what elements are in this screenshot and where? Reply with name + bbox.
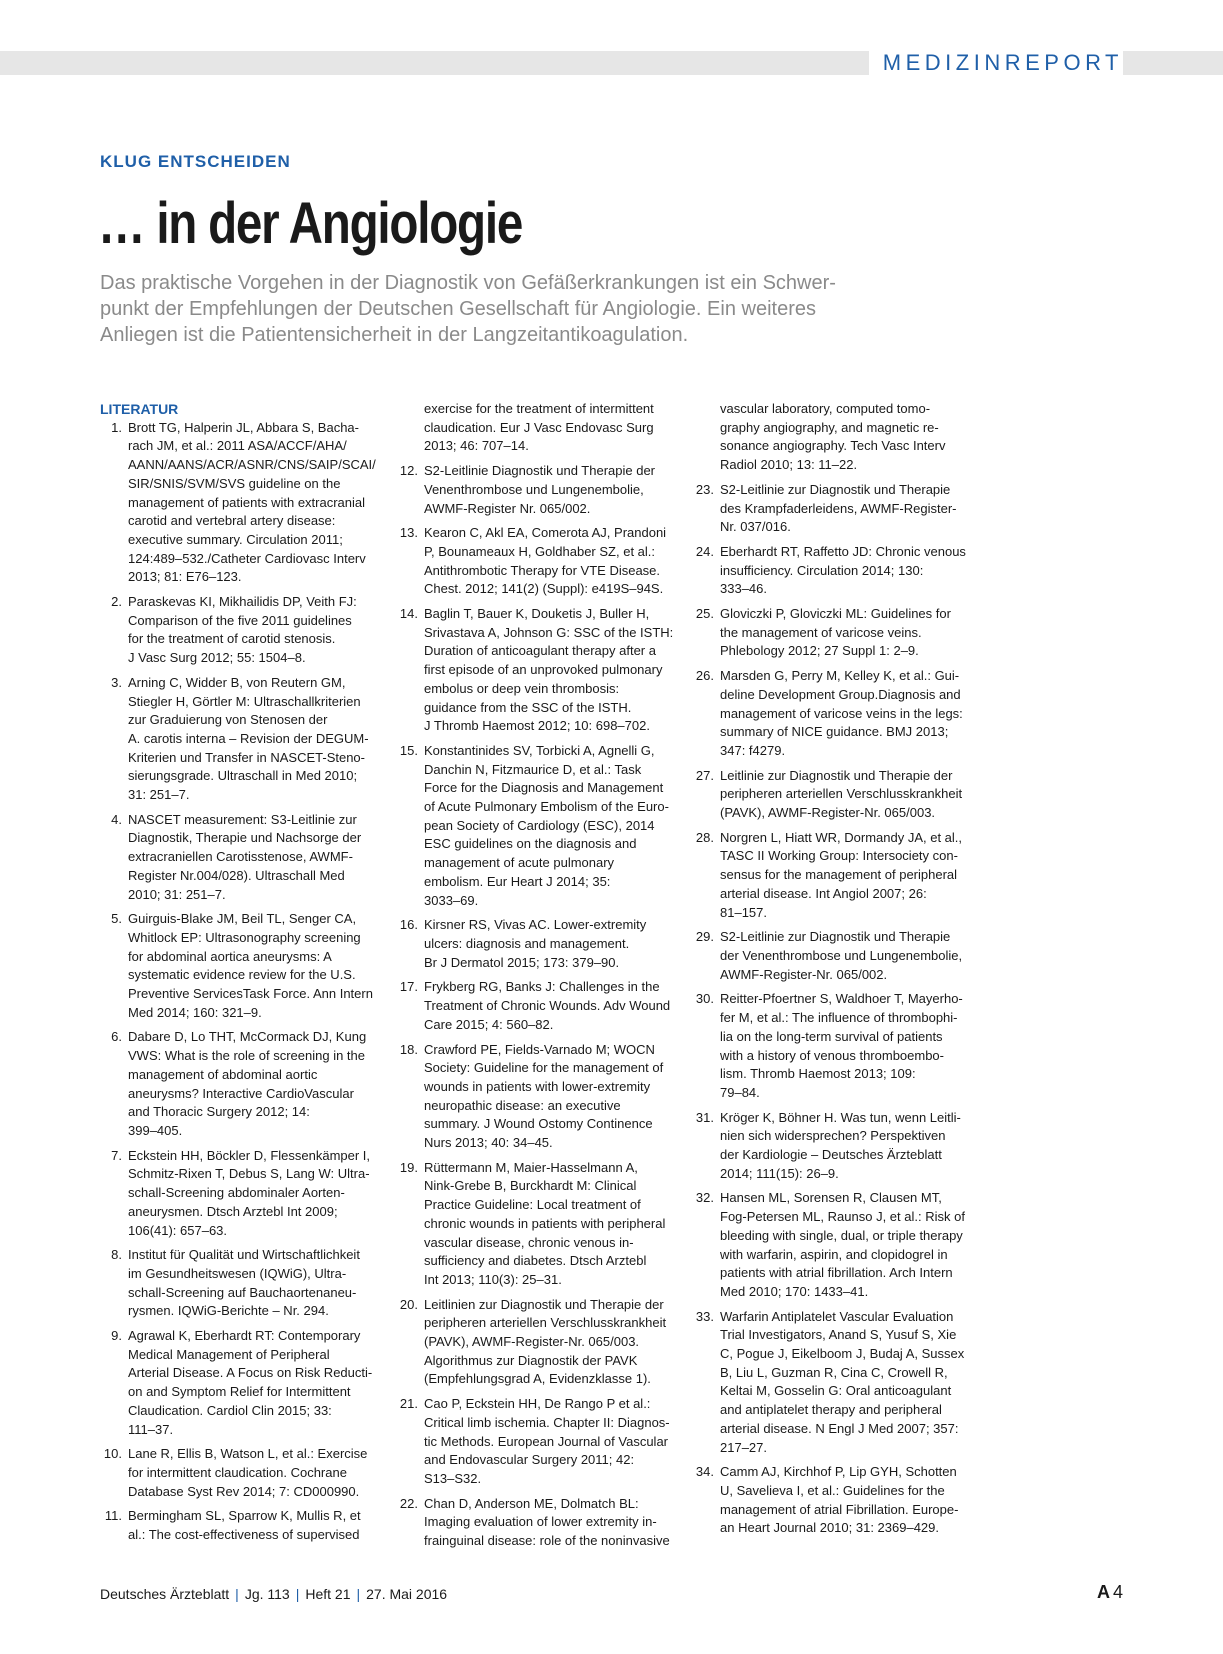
reference-text-line: Br J Dermatol 2015; 173: 379–90.	[424, 954, 620, 970]
reference-text-line: tic Methods. European Journal of Vascular	[424, 1433, 669, 1449]
reference-text-line: sierungsgrade. Ultraschall in Med 2010;	[128, 768, 358, 784]
reference-text-line: lia on the long-term survival of patients	[720, 1028, 943, 1044]
reference-text-line: management of varicose veins in the legs:	[720, 705, 963, 721]
reference-text-line: Care 2015; 4: 560–82.	[424, 1016, 554, 1032]
reference-text-line: pean Society of Cardiology (ESC), 2014	[424, 817, 655, 833]
reference-text-line: Leitlinien zur Diagnostik und Therapie der	[424, 1296, 664, 1312]
reference-text-line: Kearon C, Akl EA, Comerota AJ, Prandoni	[424, 525, 667, 541]
reference-item	[100, 910, 390, 1022]
reference-text-line: executive summary. Circulation 2011;	[128, 531, 343, 547]
reference-text-line: Comparison of the five 2011 guidelines	[128, 612, 352, 628]
reference-text-line: (Empfehlungsgrad A, Evidenzklasse 1).	[424, 1371, 651, 1387]
reference-text-line: Guirguis-Blake JM, Beil TL, Senger CA,	[128, 911, 357, 927]
reference-text-line: 2010; 31: 251–7.	[128, 886, 226, 902]
reference-text-line: Trial Investigators, Anand S, Yusuf S, Xie	[720, 1327, 957, 1343]
reference-text-line: and Endovascular Surgery 2011; 42:	[424, 1452, 635, 1468]
reference-text-line: Preventive ServicesTask Force. Ann Intern	[128, 986, 373, 1002]
reference-text-line: Bermingham SL, Sparrow K, Mullis R, et	[128, 1508, 361, 1524]
reference-text-line: ulcers: diagnosis and management.	[424, 935, 630, 951]
reference-text-line: arterial disease. N Engl J Med 2007; 357:	[720, 1420, 959, 1436]
reference-item	[396, 916, 686, 972]
reference-text-line: rysmen. IQWiG-Berichte – Nr. 294.	[128, 1303, 329, 1319]
reference-text-line: schall-Screening auf Bauchaortenaneu-	[128, 1284, 357, 1300]
reference-text-line: 31: 251–7.	[128, 787, 190, 803]
reference-number: 34.	[695, 1464, 714, 1480]
reference-text-line: Treatment of Chronic Wounds. Adv Wound	[424, 998, 671, 1014]
reference-text-line: Baglin T, Bauer K, Douketis J, Buller H,	[424, 606, 650, 622]
reference-number: 9.	[111, 1328, 122, 1344]
reference-number: 17.	[399, 979, 418, 995]
reference-text-line: vascular laboratory, computed tomo-	[720, 401, 931, 416]
reference-text-line: Brott TG, Halperin JL, Abbara S, Bacha-	[128, 419, 359, 435]
reference-text-line: bleeding with single, dual, or triple therapy	[720, 1227, 963, 1243]
reference-text-line: with warfarin, aspirin, and clopidogrel in	[720, 1246, 948, 1262]
reference-text-line: Norgren L, Hiatt WR, Dormandy JA, et al.,	[720, 829, 963, 845]
reference-text-line: Srivastava A, Johnson G: SSC of the ISTH:	[424, 624, 674, 640]
reference-number: 10.	[103, 1446, 122, 1462]
reference-item	[692, 481, 982, 537]
reference-text-line: SIR/SNIS/SVM/SVS guideline on the	[128, 475, 341, 491]
reference-number: 31.	[695, 1109, 714, 1125]
reference-item	[396, 605, 686, 736]
reference-number: 13.	[399, 525, 418, 541]
reference-text-line: the management of varicose veins.	[720, 624, 922, 640]
reference-text-line: 79–84.	[720, 1084, 760, 1100]
reference-item	[396, 524, 686, 599]
footer-separator: |	[235, 1586, 239, 1602]
footer-separator: |	[295, 1586, 300, 1602]
reference-number: 29.	[695, 929, 714, 945]
reference-text-line: AANN/AANS/ACR/ASNR/CNS/SAIP/SCAI/	[128, 457, 376, 473]
reference-number: 27.	[695, 767, 714, 783]
reference-text-line: Arning C, Widder B, von Reutern GM,	[128, 674, 346, 690]
page-number	[1097, 1582, 1123, 1603]
reference-item	[692, 1463, 982, 1538]
reference-text-line: rach JM, et al.: 2011 ASA/ACCF/AHA/	[128, 438, 347, 454]
reference-number: 3.	[111, 674, 122, 690]
reference-text-line: Marsden G, Perry M, Kelley K, et al.: Gui-	[720, 668, 960, 684]
reference-item	[396, 462, 686, 518]
reference-text-line: Nink-Grebe B, Burckhardt M: Clinical	[424, 1178, 637, 1194]
reference-text-line: Frykberg RG, Banks J: Challenges in the	[424, 979, 660, 995]
reference-text-line: aneurysmen. Dtsch Arztebl Int 2009;	[128, 1203, 338, 1219]
reference-text-line: aneurysms? Interactive CardioVascular	[128, 1085, 354, 1101]
reference-text-line: U, Savelieva I, et al.: Guidelines for the	[720, 1482, 945, 1498]
reference-item	[692, 1109, 982, 1184]
reference-text-line: management of abdominal aortic	[128, 1066, 318, 1082]
page-number-value: 4	[1112, 1582, 1123, 1602]
reference-item	[100, 1246, 390, 1321]
lead-line: punkt der Empfehlungen der Deutschen Gesellschaft für Angiologie. Ein weiteres	[100, 298, 816, 320]
reference-item	[692, 543, 982, 599]
reference-text-line: S2-Leitlinie zur Diagnostik und Therapie	[720, 929, 951, 945]
reference-text-line: schall-Screening abdominaler Aorten-	[128, 1185, 345, 1201]
reference-text-line: Danchin N, Fitzmaurice D, et al.: Task	[424, 761, 642, 777]
reference-item	[100, 419, 390, 587]
reference-text-line: Claudication. Cardiol Clin 2015; 33:	[128, 1402, 332, 1418]
reference-text-line: Kirsner RS, Vivas AC. Lower-extremity	[424, 917, 647, 933]
reference-item	[100, 1507, 390, 1544]
reference-text-line: embolus or deep vein thrombosis:	[424, 680, 620, 696]
reference-item	[396, 1159, 686, 1290]
reference-text-line: Chan D, Anderson ME, Dolmatch BL:	[424, 1495, 639, 1511]
reference-text-line: on and Symptom Relief for Intermittent	[128, 1384, 351, 1400]
reference-item	[100, 1028, 390, 1140]
reference-number: 21.	[399, 1396, 418, 1412]
reference-text-line: Antithrombotic Therapy for VTE Disease.	[424, 562, 661, 578]
reference-text-line: Eckstein HH, Böckler D, Flessenkämper I,	[128, 1147, 371, 1163]
reference-text-line: J Vasc Surg 2012; 55: 1504–8.	[128, 650, 306, 666]
reference-number: 6.	[111, 1029, 122, 1045]
reference-number: 4.	[111, 811, 122, 827]
reference-text-line: management of patients with extracranial	[128, 494, 366, 510]
reference-text-line: with a history of venous thromboembo-	[720, 1047, 944, 1063]
reference-item	[692, 605, 982, 661]
reference-text-line: Int 2013; 110(3): 25–31.	[424, 1271, 562, 1287]
reference-text-line: claudication. Eur J Vasc Endovasc Surg	[424, 419, 654, 435]
footer-volume: Jg. 113	[244, 1586, 290, 1602]
reference-text-line: S2-Leitlinie Diagnostik und Therapie der	[424, 463, 656, 479]
reference-text-line: Lane R, Ellis B, Watson L, et al.: Exercise	[128, 1446, 368, 1462]
reference-text-line: chronic wounds in patients with peripheral	[424, 1215, 666, 1231]
reference-text-line: management of acute pulmonary	[424, 855, 615, 871]
reference-text-line: 2014; 111(15): 26–9.	[720, 1165, 839, 1181]
reference-text-line: Algorithmus zur Diagnostik der PAVK	[424, 1352, 638, 1368]
reference-text-line: sensus for the management of peripheral	[720, 867, 958, 883]
reference-text-line: B, Liu L, Guzman R, Cina C, Crowell R,	[720, 1364, 948, 1380]
reference-number: 23.	[695, 481, 714, 497]
reference-text-line: P, Bounameaux H, Goldhaber SZ, et al.:	[424, 543, 656, 559]
reference-text-line: Phlebology 2012; 27 Suppl 1: 2–9.	[720, 643, 919, 659]
reference-text-line: neuropathic disease: an executive	[424, 1097, 621, 1113]
reference-item	[692, 1189, 982, 1301]
reference-item	[396, 1296, 686, 1390]
reference-text-line: Institut für Qualität und Wirtschaftlichkeit	[128, 1247, 360, 1263]
lead-line: Das praktische Vorgehen in der Diagnostik von Gefäßerkrankungen ist ein Schwer-	[100, 272, 836, 294]
reference-text-line: embolism. Eur Heart J 2014; 35:	[424, 873, 611, 889]
reference-item	[396, 1395, 686, 1489]
reference-text-line: Nurs 2013; 40: 34–45.	[424, 1135, 553, 1151]
reference-text-line: Force for the Diagnosis and Management	[424, 780, 664, 796]
reference-text-line: for abdominal aortica aneurysms: A	[128, 948, 332, 964]
reference-text-line: Crawford PE, Fields-Varnado M; WOCN	[424, 1041, 655, 1057]
reference-text-line: (PAVK), AWMF-Register-Nr. 065/003.	[720, 805, 936, 821]
reference-number: 16.	[399, 917, 418, 933]
reference-number: 32.	[695, 1190, 714, 1206]
reference-text-line: Med 2010; 170: 1433–41.	[720, 1283, 869, 1299]
reference-text-line: Hansen ML, Sorensen R, Clausen MT,	[720, 1190, 942, 1206]
reference-text-line: (PAVK), AWMF-Register-Nr. 065/003.	[424, 1334, 640, 1350]
article-lead	[100, 270, 980, 348]
reference-text-line: Duration of anticoagulant therapy after a	[424, 643, 656, 659]
reference-text-line: guidance from the SSC of the ISTH.	[424, 699, 632, 715]
reference-text-line: S13–S32.	[424, 1470, 482, 1486]
reference-item-continued	[396, 400, 686, 456]
reference-text-line: Whitlock EP: Ultrasonography screening	[128, 929, 361, 945]
reference-text-line: vascular disease, chronic venous in-	[424, 1234, 634, 1250]
reference-text-line: Camm AJ, Kirchhof P, Lip GYH, Schotten	[720, 1464, 957, 1480]
reference-number: 11.	[104, 1508, 122, 1524]
reference-number: 2.	[111, 594, 122, 610]
reference-number: 8.	[111, 1247, 122, 1263]
reference-item	[692, 928, 982, 984]
reference-text-line: summary. J Wound Ostomy Continence	[424, 1116, 653, 1132]
reference-text-line: al.: The cost-effectiveness of supervised	[128, 1527, 360, 1543]
reference-number: 7.	[111, 1147, 122, 1163]
reference-text-line: J Thromb Haemost 2012; 10: 698–702.	[424, 718, 650, 734]
reference-text-line: Register Nr.004/028). Ultraschall Med	[128, 867, 345, 883]
reference-text-line: 3033–69.	[424, 892, 479, 908]
reference-text-line: 347: f4279.	[720, 742, 786, 758]
reference-text-line: wounds in patients with lower-extremity	[424, 1078, 651, 1094]
reference-text-line: des Krampfaderleidens, AWMF-Register-	[720, 500, 957, 516]
reference-text-line: lism. Thromb Haemost 2013; 109:	[720, 1066, 916, 1082]
reference-text-line: Gloviczki P, Gloviczki ML: Guidelines for	[720, 606, 951, 622]
reference-text-line: for intermittent claudication. Cochrane	[128, 1464, 347, 1480]
reference-text-line: sonance angiography. Tech Vasc Interv	[720, 438, 946, 454]
reference-text-line: AWMF-Register-Nr. 065/002.	[720, 966, 888, 982]
reference-item	[100, 811, 390, 905]
reference-text-line: A. carotis interna – Revision der DEGUM-	[128, 730, 369, 746]
reference-text-line: 124:489–532./Catheter Cardiovasc Interv	[128, 550, 366, 566]
reference-number: 33.	[695, 1308, 714, 1324]
reference-text-line: Database Syst Rev 2014; 7: CD000990.	[128, 1483, 360, 1499]
reference-text-line: Reitter-Pfoertner S, Waldhoer T, Mayerho-	[720, 991, 963, 1007]
reference-number: 28.	[695, 829, 714, 845]
reference-text-line: Chest. 2012; 141(2) (Suppl): e419S–94S.	[424, 581, 664, 597]
reference-text-line: management of atrial Fibrillation. Europe-	[720, 1501, 959, 1517]
references-heading: LITERATUR	[100, 401, 179, 417]
reference-text-line: carotid and vertebral artery disease:	[128, 513, 336, 529]
reference-text-line: Practice Guideline: Local treatment of	[424, 1197, 641, 1213]
reference-text-line: AWMF-Register Nr. 065/002.	[424, 500, 591, 516]
reference-item	[692, 829, 982, 923]
reference-number: 26.	[695, 668, 714, 684]
reference-text-line: Venenthrombose und Lungenembolie,	[424, 481, 644, 497]
reference-text-line: Schmitz-Rixen T, Debus S, Lang W: Ultra-	[128, 1166, 370, 1182]
reference-text-line: 2013; 81: E76–123.	[128, 569, 242, 585]
references-column-1	[100, 400, 390, 1551]
reference-text-line: systematic evidence review for the U.S.	[128, 967, 356, 983]
reference-text-line: Society: Guideline for the management of	[424, 1060, 664, 1076]
footer-issue: Heft 21	[305, 1586, 351, 1602]
reference-text-line: Konstantinides SV, Torbicki A, Agnelli G,	[424, 742, 655, 758]
reference-text-line: Med 2014; 160: 321–9.	[128, 1004, 262, 1020]
reference-text-line: im Gesundheitswesen (IQWiG), Ultra-	[128, 1265, 347, 1281]
reference-text-line: deline Development Group.Diagnosis and	[720, 686, 961, 702]
reference-item-continued	[692, 400, 982, 475]
footer-journal: Deutsches Ärzteblatt	[100, 1586, 230, 1602]
lead-line: Anliegen ist die Patientensicherheit in der Langzeitantikoagulation.	[100, 324, 689, 346]
reference-text-line: der Venenthrombose und Lungenembolie,	[720, 947, 963, 963]
reference-text-line: an Heart Journal 2010; 31: 2369–429.	[720, 1520, 940, 1536]
reference-text-line: Leitlinie zur Diagnostik und Therapie der	[720, 767, 953, 783]
reference-text-line: insufficiency. Circulation 2014; 130:	[720, 562, 924, 578]
reference-item	[692, 1308, 982, 1458]
reference-text-line: 217–27.	[720, 1439, 767, 1455]
reference-text-line: zur Graduierung von Stenosen der	[128, 712, 328, 728]
reference-item	[100, 593, 390, 668]
reference-text-line: frainguinal disease: role of the noninvasive	[424, 1533, 670, 1549]
reference-text-line: Kröger K, Böhner H. Was tun, wenn Leitli-	[720, 1109, 961, 1125]
reference-number: 12.	[399, 463, 418, 479]
reference-number: 30.	[695, 991, 714, 1007]
reference-text-line: Nr. 037/016.	[720, 519, 791, 535]
reference-text-line: NASCET measurement: S3-Leitlinie zur	[128, 811, 357, 827]
reference-text-line: Dabare D, Lo THT, McCormack DJ, Kung	[128, 1029, 367, 1045]
reference-text-line: ESC guidelines on the diagnosis and	[424, 836, 637, 852]
reference-text-line: 399–405.	[128, 1123, 183, 1138]
reference-number: 15.	[399, 742, 418, 758]
reference-text-line: and antiplatelet therapy and peripheral	[720, 1402, 942, 1418]
reference-text-line: Agrawal K, Eberhardt RT: Contemporary	[128, 1328, 361, 1344]
reference-text-line: 111–37.	[128, 1421, 174, 1437]
reference-text-line: TASC II Working Group: Intersociety con-	[720, 848, 958, 864]
reference-text-line: Cao P, Eckstein HH, De Rango P et al.:	[424, 1396, 651, 1412]
reference-item	[692, 767, 982, 823]
reference-text-line: Radiol 2010; 13: 11–22.	[720, 457, 858, 473]
reference-text-line: Stiegler H, Görtler M: Ultraschallkriterien	[128, 693, 361, 709]
reference-number: 14.	[399, 606, 418, 622]
reference-text-line: Critical limb ischemia. Chapter II: Diagnos-	[424, 1414, 670, 1430]
reference-number: 22.	[399, 1495, 418, 1511]
reference-text-line: Diagnostik, Therapie und Nachsorge der	[128, 830, 362, 846]
reference-number: 25.	[695, 606, 714, 622]
reference-item	[396, 1495, 686, 1551]
reference-text-line: peripheren arteriellen Verschlusskrankheit	[424, 1315, 667, 1331]
article-kicker: KLUG ENTSCHEIDEN	[100, 152, 291, 171]
reference-item	[692, 667, 982, 761]
reference-text-line: extracraniellen Carotisstenose, AWMF-	[128, 849, 353, 865]
reference-number: 24.	[695, 543, 714, 559]
reference-text-line: arterial disease. Int Angiol 2007; 26:	[720, 885, 927, 901]
references-column-2	[396, 400, 686, 1557]
reference-item	[100, 1327, 390, 1439]
reference-item	[396, 978, 686, 1034]
reference-text-line: Imaging evaluation of lower extremity in-	[424, 1514, 657, 1530]
reference-text-line: 2013; 46: 707–14.	[424, 438, 529, 454]
reference-number: 18.	[399, 1041, 418, 1057]
reference-text-line: Rüttermann M, Maier-Hasselmann A,	[424, 1159, 638, 1175]
reference-item	[692, 990, 982, 1102]
reference-text-line: Fog-Petersen ML, Raunso J, et al.: Risk of	[720, 1209, 965, 1225]
reference-text-line: graphy angiography, and magnetic re-	[720, 419, 939, 435]
reference-text-line: Arterial Disease. A Focus on Risk Reducti-	[128, 1365, 373, 1381]
reference-text-line: fer M, et al.: The influence of thrombophi-	[720, 1010, 958, 1026]
article-title: … in der Angiologie	[98, 191, 523, 256]
reference-number: 19.	[399, 1159, 418, 1175]
reference-text-line: 333–46.	[720, 581, 767, 597]
reference-text-line: Paraskevas KI, Mikhailidis DP, Veith FJ:	[128, 594, 357, 610]
reference-text-line: Keltai M, Gosselin G: Oral anticoagulant	[720, 1383, 952, 1399]
footer-separator: |	[356, 1586, 361, 1602]
reference-text-line: of Acute Pulmonary Embolism of the Euro-	[424, 799, 669, 815]
reference-text-line: summary of NICE guidance. BMJ 2013;	[720, 724, 949, 740]
footer-citation	[100, 1586, 447, 1602]
reference-item	[396, 742, 686, 910]
reference-text-line: peripheren arteriellen Verschlusskrankheit	[720, 786, 963, 802]
reference-text-line: nien sich widersprechen? Perspektiven	[720, 1128, 946, 1144]
reference-text-line: C, Pogue J, Eikelboom J, Budaj A, Sussex	[720, 1346, 965, 1362]
reference-item	[100, 1147, 390, 1241]
reference-item	[396, 1041, 686, 1153]
reference-number: 20.	[399, 1296, 418, 1312]
reference-text-line: patients with atrial fibrillation. Arch Intern	[720, 1265, 953, 1281]
reference-text-line: sufficiency and diabetes. Dtsch Arztebl	[424, 1253, 647, 1269]
page-prefix: A	[1096, 1582, 1110, 1602]
references-column-3	[692, 400, 982, 1544]
reference-text-line: Warfarin Antiplatelet Vascular Evaluation	[720, 1308, 954, 1324]
reference-number: 5.	[111, 911, 122, 927]
reference-text-line: S2-Leitlinie zur Diagnostik und Therapie	[720, 481, 951, 497]
section-label: MEDIZINREPORT	[869, 50, 1123, 76]
reference-text-line: 81–157.	[720, 904, 767, 920]
reference-text-line: der Kardiologie – Deutsches Ärzteblatt	[720, 1147, 942, 1163]
reference-text-line: 106(41): 657–63.	[128, 1222, 228, 1238]
reference-text-line: and Thoracic Surgery 2012; 14:	[128, 1104, 310, 1120]
reference-text-line: first episode of an unprovoked pulmonary	[424, 662, 663, 678]
reference-text-line: Kriterien und Transfer in NASCET-Steno-	[128, 749, 365, 765]
reference-item	[100, 674, 390, 805]
footer-date: 27. Mai 2016	[366, 1586, 448, 1602]
reference-text-line: Medical Management of Peripheral	[128, 1346, 330, 1362]
reference-item	[100, 1445, 390, 1501]
reference-text-line: VWS: What is the role of screening in the	[128, 1048, 365, 1064]
reference-text-line: exercise for the treatment of intermittent	[424, 401, 654, 416]
reference-number: 1.	[111, 419, 122, 435]
reference-text-line: Eberhardt RT, Raffetto JD: Chronic venous	[720, 543, 966, 559]
reference-text-line: for the treatment of carotid stenosis.	[128, 631, 336, 647]
